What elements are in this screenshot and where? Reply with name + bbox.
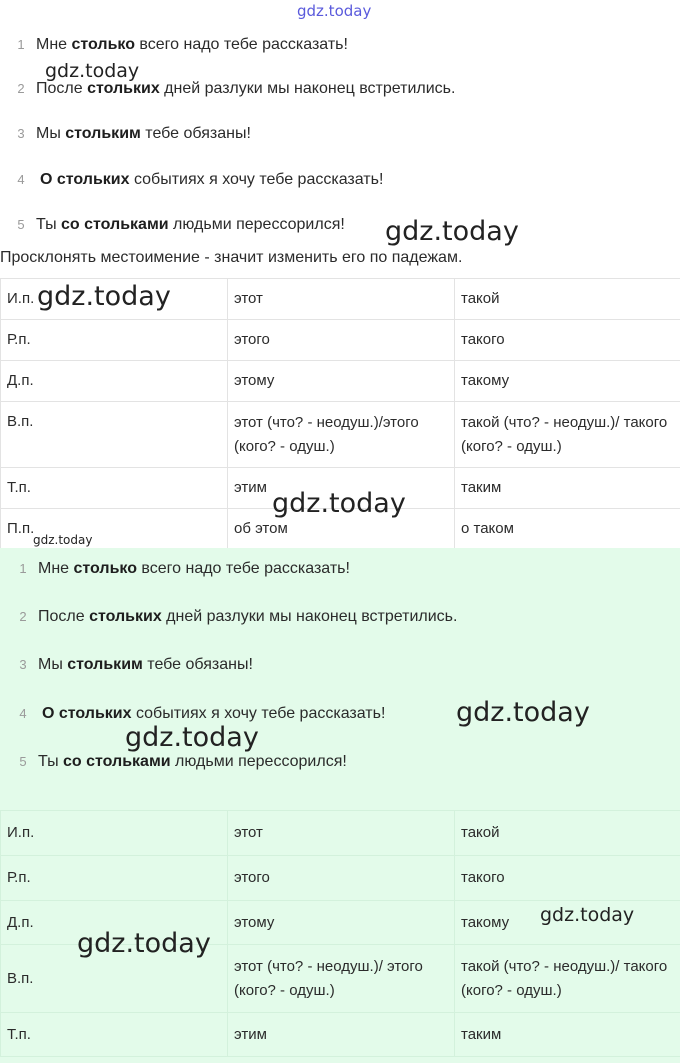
item-number: 5	[17, 217, 25, 232]
word-cell: этим	[228, 468, 455, 509]
item-number: 3	[19, 657, 27, 672]
word-cell: этот (что? - неодуш.)/этого (кого? - одуш.)	[228, 402, 455, 468]
word-cell: этого	[228, 856, 455, 901]
item-number: 1	[19, 561, 27, 576]
list-item	[0, 602, 680, 632]
word-cell: такому	[455, 361, 680, 402]
word-cell: такого	[455, 320, 680, 361]
item-number: 4	[17, 172, 25, 187]
item-number: 2	[19, 609, 27, 624]
table-row	[1, 856, 680, 901]
word-cell: этому	[228, 361, 455, 402]
word-cell: таким	[455, 468, 680, 509]
word-cell: таким	[455, 1013, 680, 1057]
word-cell: такой (что? - неодуш.)/ такого (кого? - одуш.)	[455, 402, 680, 468]
sentence-text: Мы стольким тебе обязаны!	[36, 125, 251, 142]
watermark: gdz.today	[45, 60, 140, 82]
word-cell: этим	[228, 1013, 455, 1057]
header-watermark: gdz.today	[297, 2, 372, 20]
watermark: gdz.today	[385, 216, 519, 247]
case-cell: В.п.	[1, 945, 228, 1013]
sentence-text: Мне столько всего надо тебе рассказать!	[36, 36, 348, 53]
word-cell: этот	[228, 811, 455, 856]
rule-text: Просклонять местоимение - значит изменить его по падежам.	[0, 249, 463, 266]
sentence-text: После стольких дней разлуки мы наконец встретились.	[36, 80, 456, 97]
word-cell: этот (что? - неодуш.)/ этого (кого? - одуш.)	[228, 945, 455, 1013]
watermark: gdz.today	[125, 722, 259, 753]
sentence-text: Мы стольким тебе обязаны!	[38, 656, 253, 673]
sentence-text: Ты со стольками людьми перессорился!	[38, 753, 347, 770]
item-number: 3	[17, 126, 25, 141]
watermark: gdz.today	[540, 904, 635, 926]
word-cell: такой (что? - неодуш.)/ такого (кого? - одуш.)	[455, 945, 680, 1013]
watermark: gdz.today	[456, 697, 590, 728]
word-cell: такой	[455, 279, 680, 320]
word-cell: такому	[455, 901, 680, 945]
word-cell: такого	[455, 856, 680, 901]
sentence-text: Мне столько всего надо тебе рассказать!	[38, 560, 350, 577]
item-number: 2	[17, 81, 25, 96]
watermark: gdz.today	[272, 488, 406, 519]
sentence-text: О стольких событиях я хочу тебе рассказать!	[42, 705, 386, 722]
table-row	[1, 811, 680, 856]
watermark: gdz.today	[33, 533, 93, 547]
list-item	[0, 119, 680, 149]
item-number: 5	[19, 754, 27, 769]
highlighted-section	[0, 548, 680, 1063]
list-item	[0, 554, 680, 584]
case-cell: И.п.	[1, 279, 228, 320]
list-item	[0, 747, 680, 777]
word-cell: такой	[455, 811, 680, 856]
list-item	[0, 210, 680, 240]
sentence-text: После стольких дней разлуки мы наконец встретились.	[38, 608, 458, 625]
case-cell: Т.п.	[1, 468, 228, 509]
word-cell: об этом	[228, 509, 455, 550]
sentence-text: Ты со стольками людьми перессорился!	[36, 216, 345, 233]
word-cell: этот	[228, 279, 455, 320]
watermark: gdz.today	[37, 281, 171, 312]
item-number: 1	[17, 37, 25, 52]
word-cell: этого	[228, 320, 455, 361]
table-row	[1, 361, 680, 402]
case-cell: Д.п.	[1, 361, 228, 402]
case-cell: Р.п.	[1, 320, 228, 361]
case-cell: П.п.	[1, 509, 228, 550]
word-cell: этому	[228, 901, 455, 945]
table-row	[1, 320, 680, 361]
sentence-text: О стольких событиях я хочу тебе рассказать!	[40, 171, 384, 188]
list-item	[0, 165, 680, 195]
list-item	[0, 650, 680, 680]
table-row	[1, 1013, 680, 1057]
case-cell: Р.п.	[1, 856, 228, 901]
word-cell: о таком	[455, 509, 680, 550]
watermark: gdz.today	[77, 928, 211, 959]
case-cell: И.п.	[1, 811, 228, 856]
case-cell: Д.п.	[1, 901, 228, 945]
table-row	[1, 402, 680, 468]
item-number: 4	[19, 706, 27, 721]
case-cell: В.п.	[1, 402, 228, 468]
case-cell: Т.п.	[1, 1013, 228, 1057]
list-item	[0, 30, 680, 60]
